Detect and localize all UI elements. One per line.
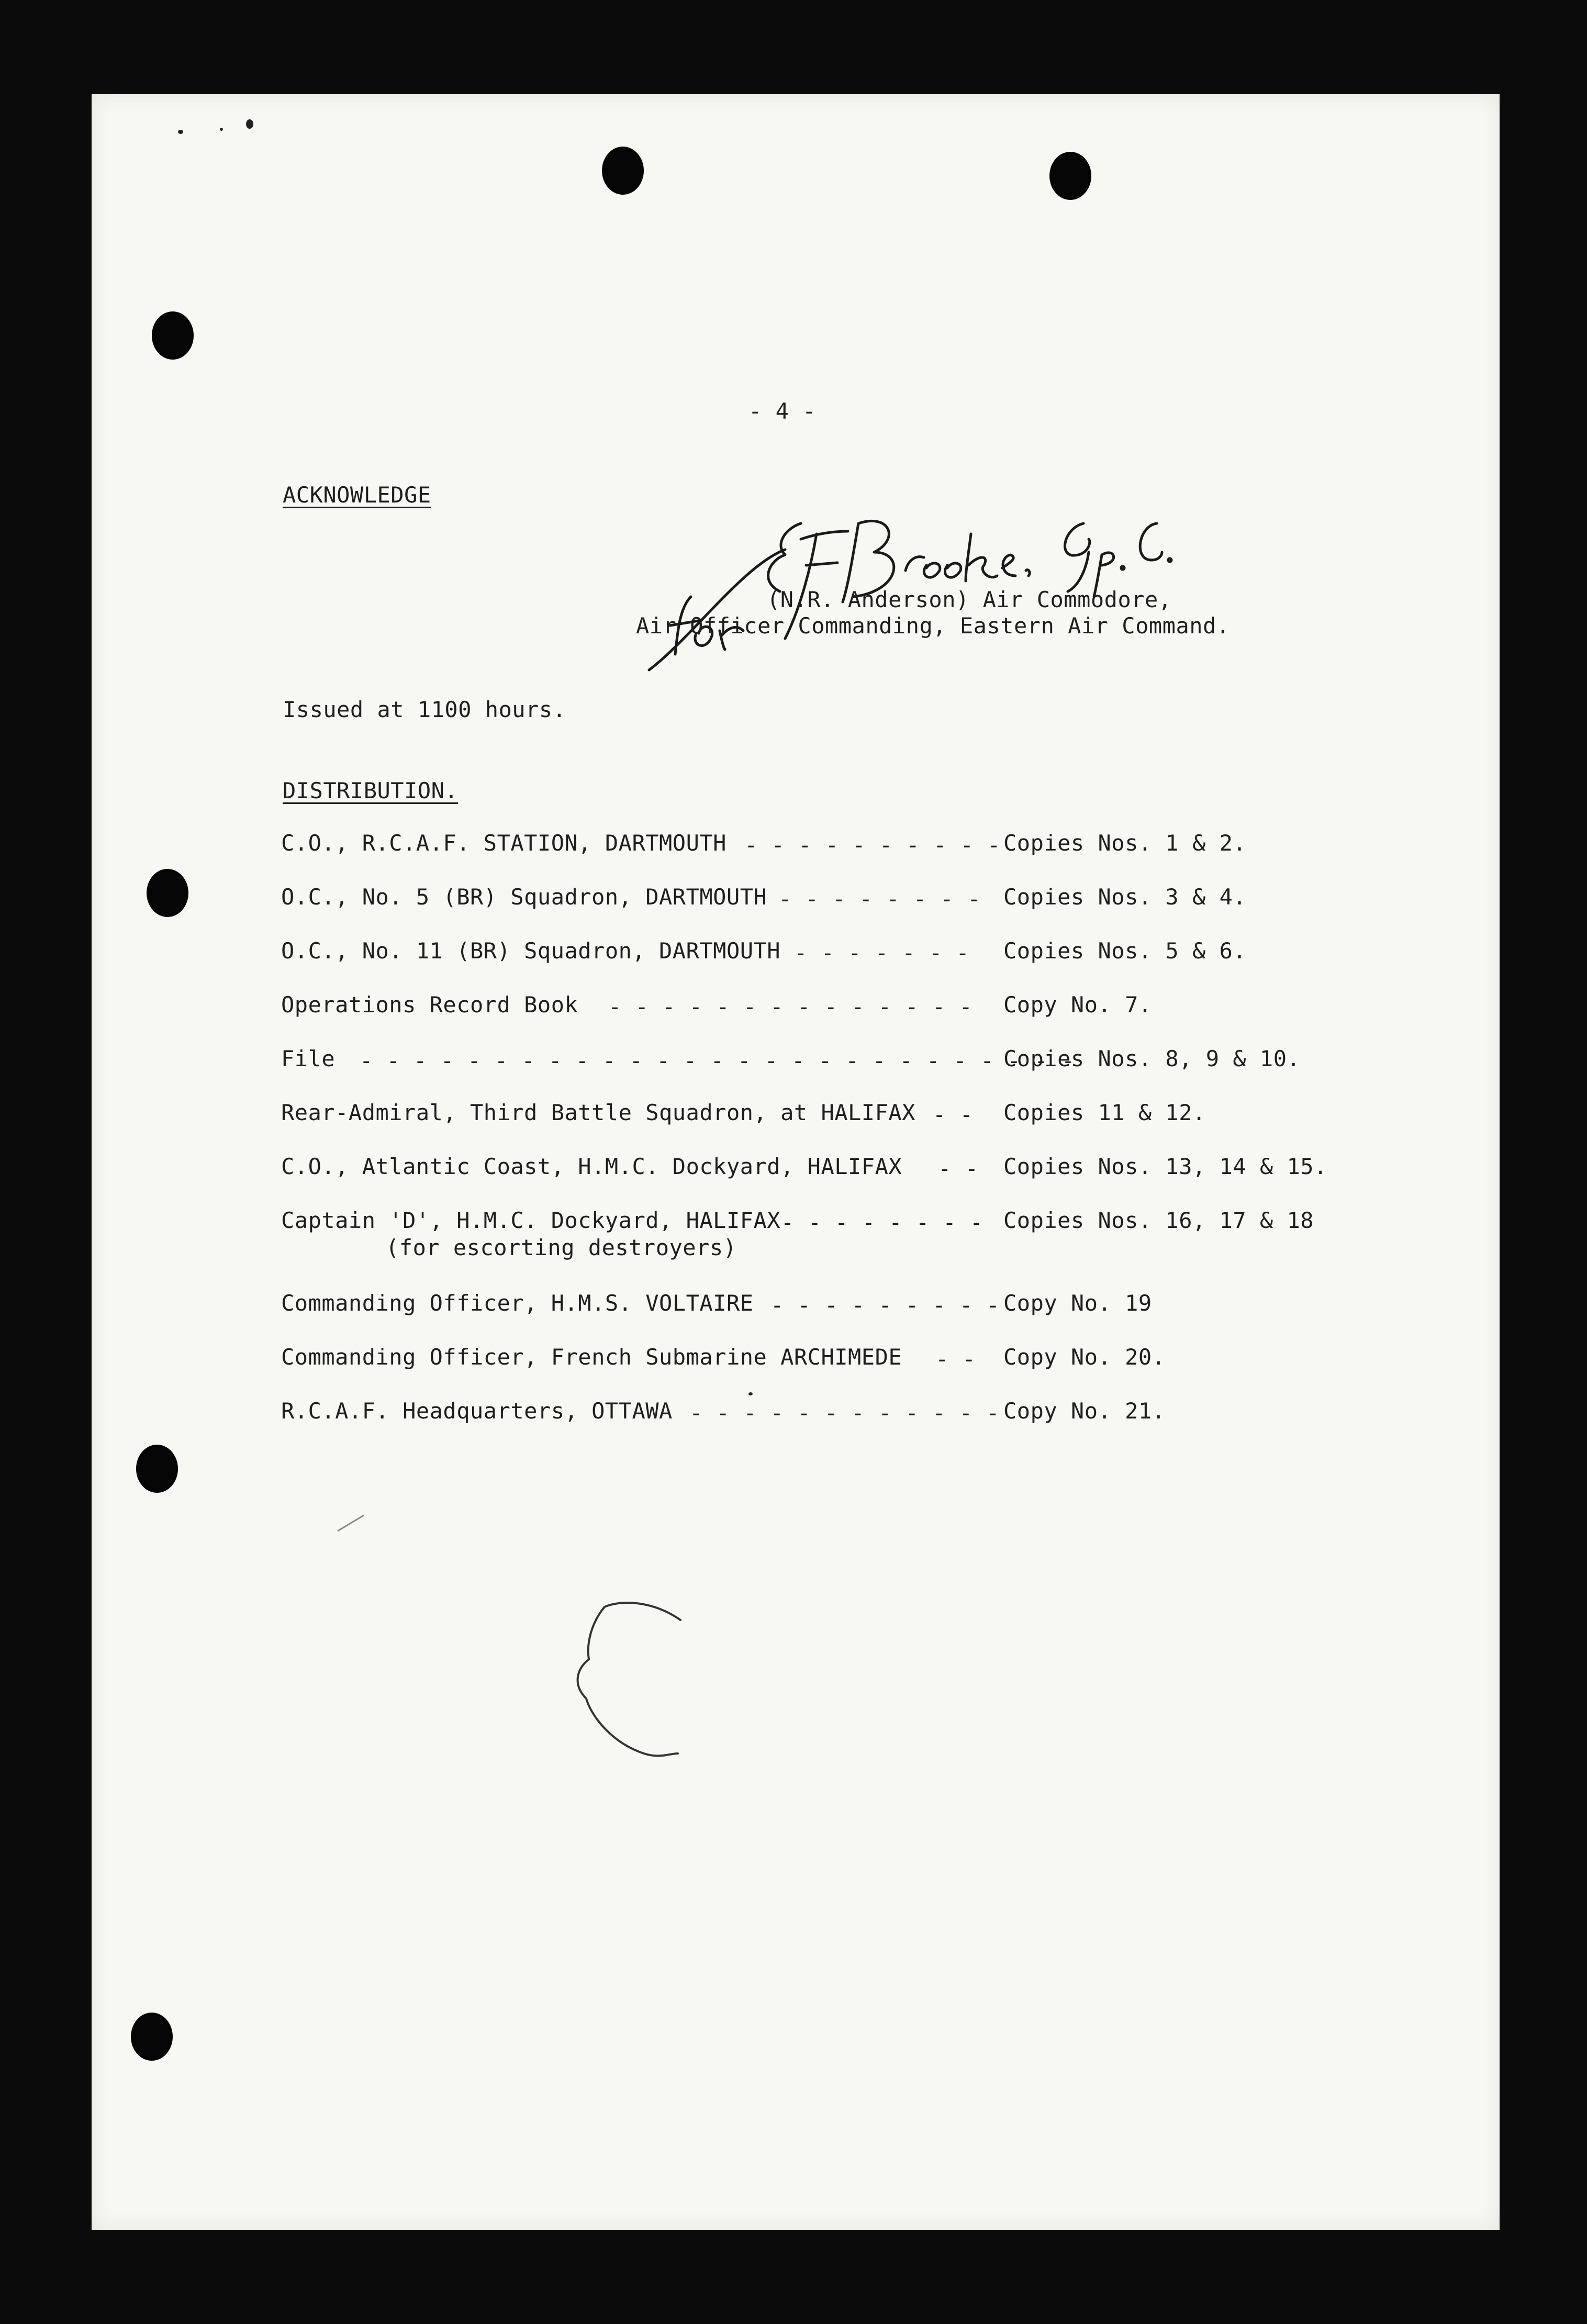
distribution-recipient: File (281, 1046, 336, 1071)
leader-dashes: - - - - - - - (794, 940, 970, 966)
distribution-copies: Copies Nos. 5 & 6. (1003, 938, 1247, 964)
distribution-recipient: Operations Record Book (281, 992, 578, 1018)
distribution-row (281, 1048, 1380, 1079)
distribution-heading: DISTRIBUTION. (283, 778, 459, 803)
distribution-row (281, 940, 1380, 971)
leader-dashes: - - - - - - - - (778, 886, 981, 912)
leader-dashes: - - - - - - - - - - - - - - (608, 994, 973, 1020)
distribution-recipient: Commanding Officer, H.M.S. VOLTAIRE (281, 1290, 754, 1316)
distribution-recipient: O.C., No. 11 (BR) Squadron, DARTMOUTH (281, 938, 781, 964)
distribution-copies: Copy No. 21. (1003, 1398, 1166, 1424)
leader-dashes: - - (933, 1102, 974, 1127)
leader-dashes: - - - - - - - - - - (744, 832, 1001, 858)
page-number: - 4 - (748, 398, 816, 424)
distribution-copies: Copies 11 & 12. (1003, 1100, 1206, 1125)
leader-dashes: - - (935, 1346, 976, 1372)
distribution-row (281, 1210, 1380, 1272)
distribution-row (281, 832, 1380, 864)
handwritten-bracket-mark (555, 1596, 691, 1785)
leader-dashes: - - - - - - - - - - - - - - - - - - - - - - - - - - - (360, 1048, 1075, 1074)
punch-hole-left-3 (136, 1445, 178, 1493)
distribution-note: (for escorting destroyers) (386, 1235, 737, 1260)
distribution-recipient: Captain 'D', H.M.C. Dockyard, HALIFAX (281, 1208, 781, 1233)
distribution-recipient: O.C., No. 5 (BR) Squadron, DARTMOUTH (281, 884, 767, 910)
distribution-copies: Copy No. 20. (1003, 1344, 1166, 1370)
punch-hole-top-right (1049, 152, 1091, 200)
distribution-copies: Copy No. 7. (1003, 992, 1152, 1018)
distribution-recipient: Rear-Admiral, Third Battle Squadron, at HALIFAX (281, 1100, 915, 1125)
punch-hole-top-left (602, 147, 644, 195)
issued-line: Issued at 1100 hours. (283, 697, 566, 722)
distribution-row (281, 1156, 1380, 1187)
distribution-copies: Copies Nos. 8, 9 & 10. (1003, 1046, 1301, 1071)
leader-dashes: - - (938, 1156, 979, 1181)
distribution-recipient: Commanding Officer, French Submarine ARCHIMEDE (281, 1344, 902, 1370)
pencil-tick-mark (335, 1513, 366, 1534)
distribution-recipient: C.O., Atlantic Coast, H.M.C. Dockyard, HALIFAX (281, 1154, 902, 1179)
distribution-recipient: R.C.A.F. Headquarters, OTTAWA (281, 1398, 673, 1424)
signatory-title-line: Air Officer Commanding, Eastern Air Command. (636, 613, 1230, 639)
punch-hole-left-4 (131, 2013, 173, 2061)
distribution-recipient: C.O., R.C.A.F. STATION, DARTMOUTH (281, 830, 727, 856)
distribution-row (281, 1400, 1380, 1432)
distribution-row (281, 994, 1380, 1025)
punch-hole-left-1 (152, 311, 194, 360)
leader-dashes: - - - - - - - - (781, 1210, 984, 1235)
distribution-row (281, 1346, 1380, 1378)
distribution-copies: Copies Nos. 13, 14 & 15. (1003, 1154, 1327, 1179)
leader-dashes: - - - - - - - - - (770, 1292, 1000, 1318)
distribution-row (281, 1102, 1380, 1133)
punch-hole-left-2 (147, 869, 188, 917)
acknowledge-heading: ACKNOWLEDGE (283, 482, 431, 508)
distribution-row (281, 1292, 1380, 1324)
signatory-name-line: (N.R. Anderson) Air Commodore, (767, 587, 1172, 612)
distribution-copies: Copies Nos. 1 & 2. (1003, 830, 1247, 856)
distribution-row (281, 886, 1380, 918)
distribution-copies: Copies Nos. 16, 17 & 18 (1003, 1208, 1314, 1233)
leader-dashes: - - - - - - - - - - - - (689, 1400, 1000, 1426)
distribution-copies: Copies Nos. 3 & 4. (1003, 884, 1247, 910)
distribution-copies: Copy No. 19 (1003, 1290, 1152, 1316)
